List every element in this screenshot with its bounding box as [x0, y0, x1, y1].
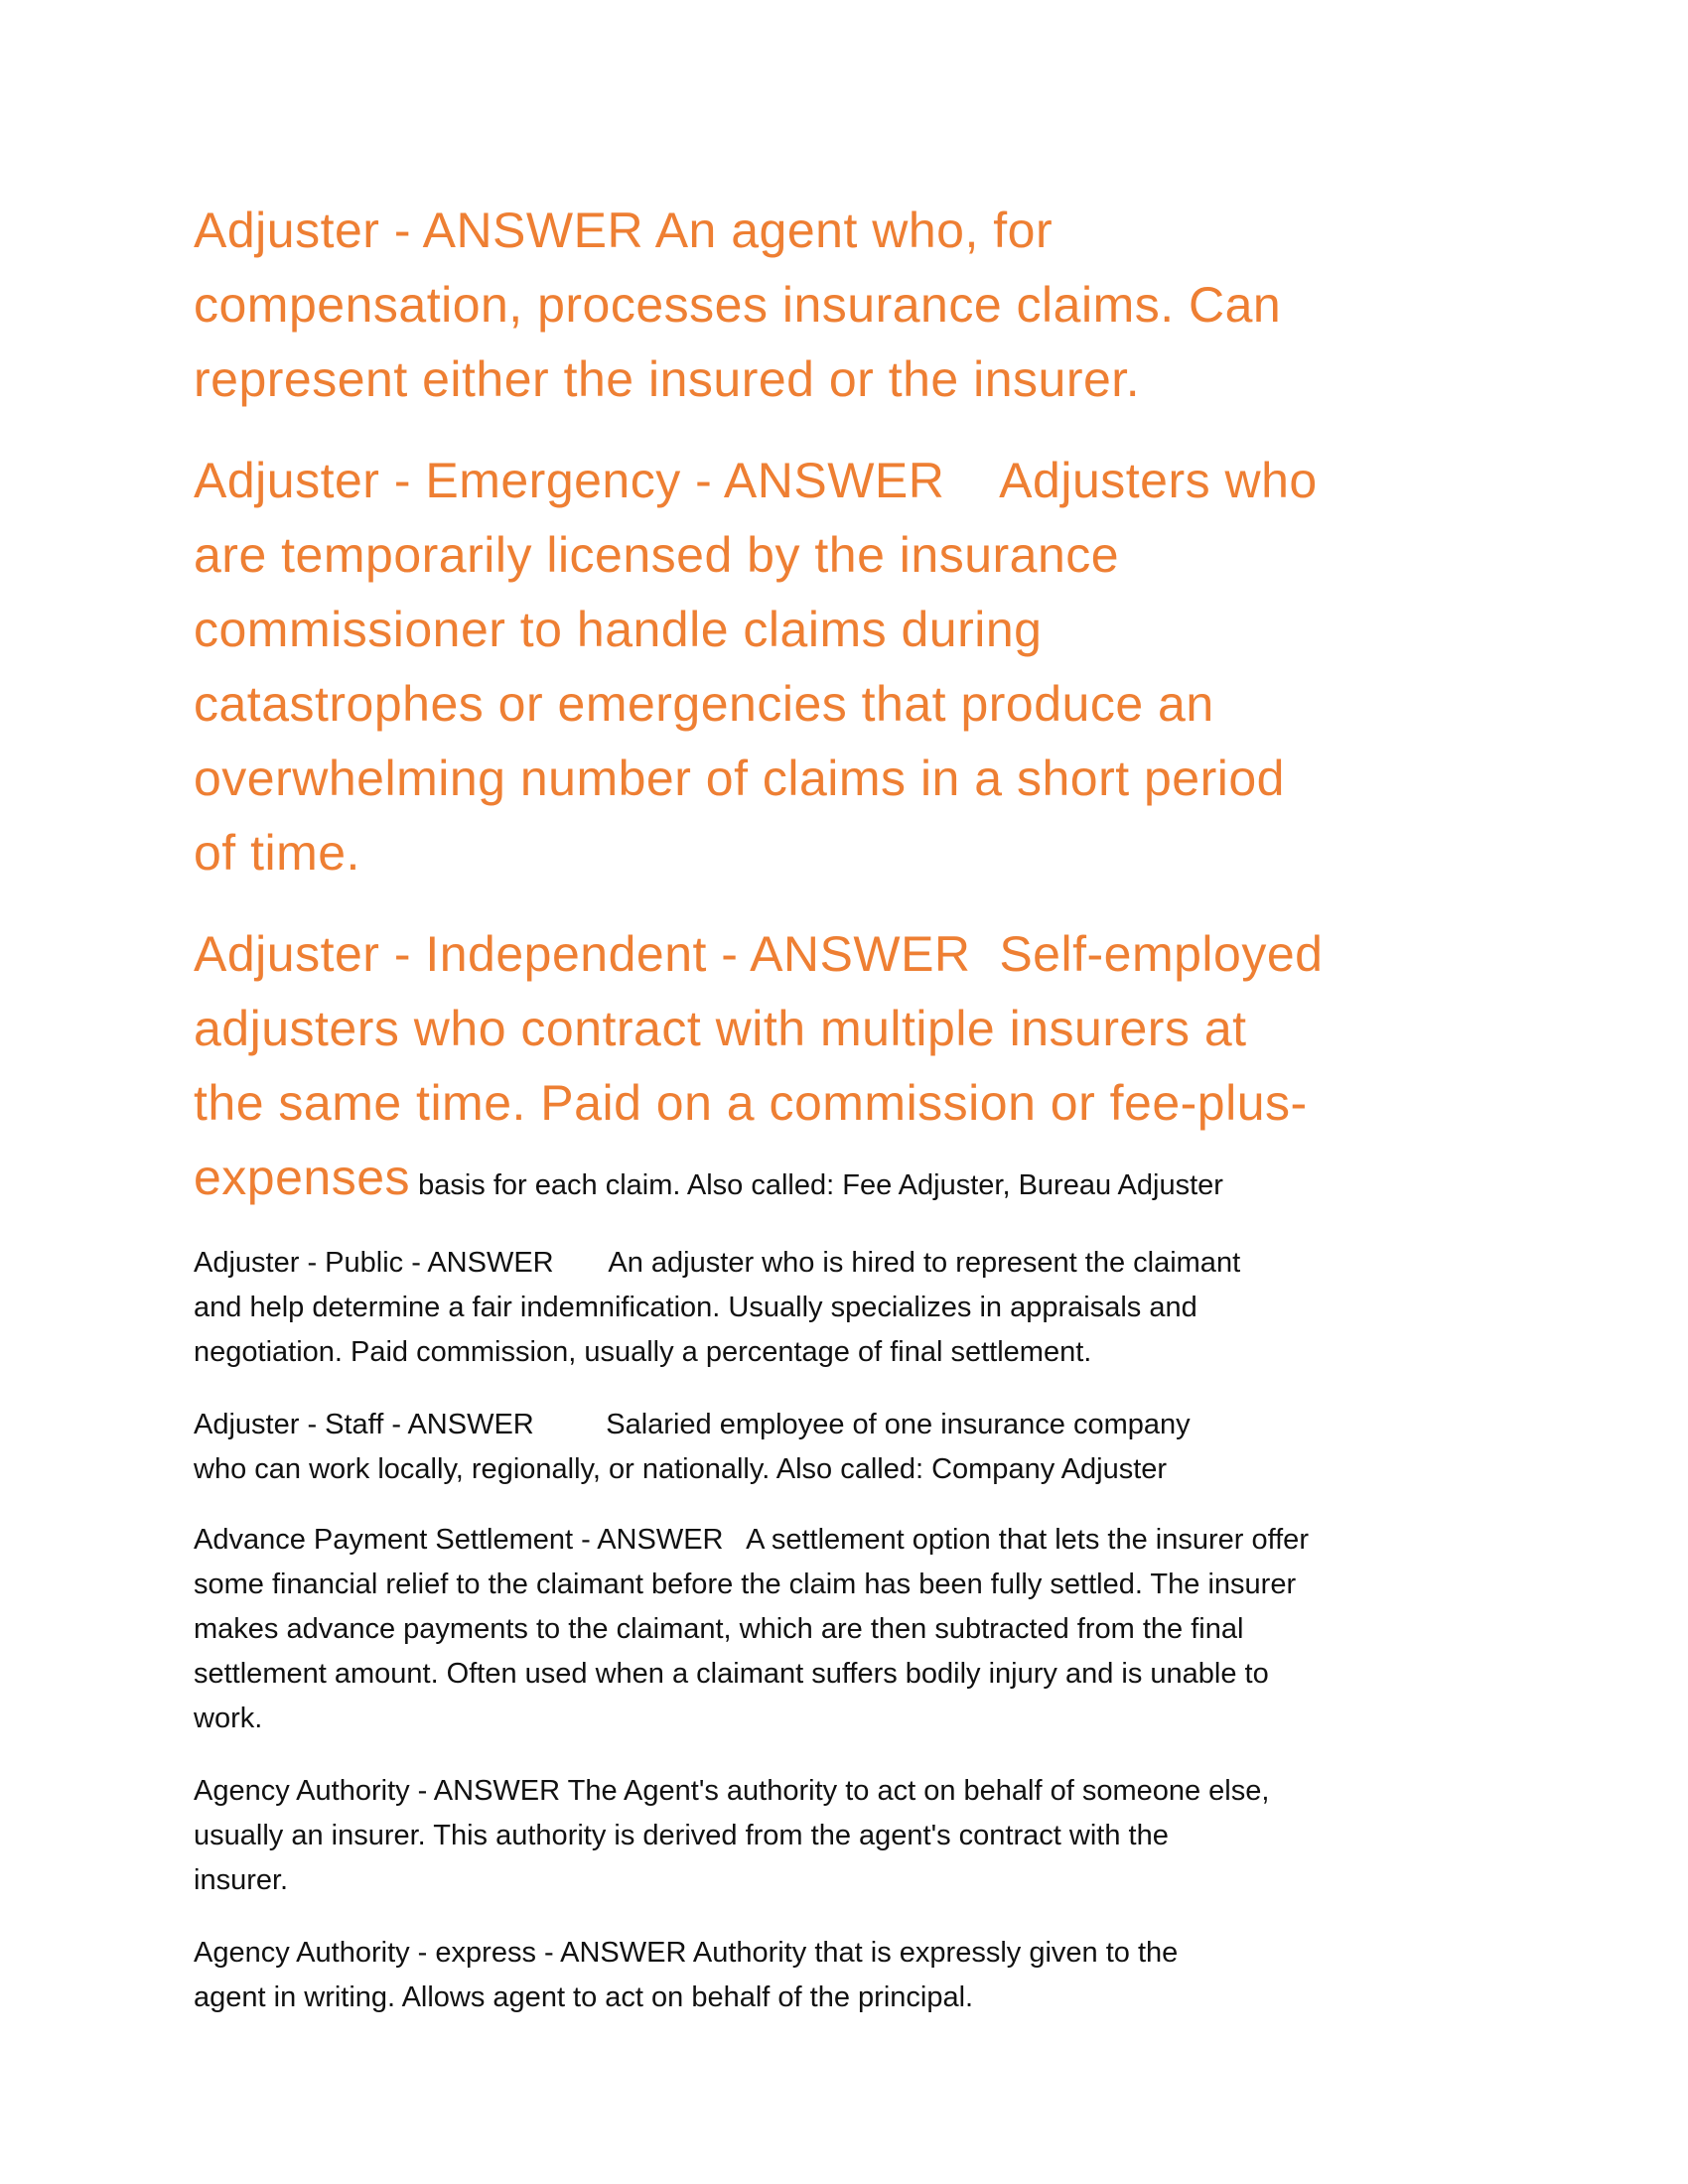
entry-line: insurer.	[194, 1864, 289, 1896]
entry-line: work.	[194, 1703, 263, 1734]
entry-adjuster-staff	[194, 1403, 1191, 1492]
entry-line: agent in writing. Allows agent to act on behalf of the principal.	[194, 1981, 974, 2013]
entry-line: the same time. Paid on a commission or fee-plus-	[194, 1075, 1308, 1131]
entry-agency-authority-express	[194, 1931, 1178, 2020]
entry-line: compensation, processes insurance claims. Can	[194, 277, 1282, 333]
entry-line: Adjuster - Emergency - ANSWER Adjusters who	[194, 453, 1318, 508]
entry-advance-payment-settlement	[194, 1518, 1309, 1741]
entry-line: overwhelming number of claims in a short period	[194, 751, 1285, 806]
entry-line: Adjuster - Staff - ANSWER Salaried employee of one insurance company	[194, 1409, 1191, 1440]
entry-line: are temporarily licensed by the insurance	[194, 527, 1120, 583]
entry-adjuster	[194, 194, 1281, 417]
entry-line: some financial relief to the claimant before the claim has been fully settled. The insurer	[194, 1569, 1297, 1600]
entry-line: Agency Authority - ANSWER The Agent's authority to act on behalf of someone else,	[194, 1775, 1270, 1807]
entry-line: negotiation. Paid commission, usually a percentage of final settlement.	[194, 1336, 1092, 1368]
entry-line: Agency Authority - express - ANSWER Authority that is expressly given to the	[194, 1937, 1179, 1969]
entry-line: who can work locally, regionally, or nationally. Also called: Company Adjuster	[194, 1453, 1168, 1485]
entry-line: and help determine a fair indemnification. Usually specializes in appraisals and	[194, 1292, 1197, 1323]
entry-agency-authority	[194, 1769, 1269, 1903]
entry-adjuster-public	[194, 1241, 1240, 1375]
entry-line: Adjuster - Public - ANSWER An adjuster who is hired to represent the claimant	[194, 1247, 1241, 1279]
entry-line: Adjuster - Independent - ANSWER Self-employed	[194, 926, 1324, 982]
entry-line: of time.	[194, 825, 360, 881]
entry-line: commissioner to handle claims during	[194, 602, 1043, 657]
entry-line: expenses	[194, 1150, 411, 1205]
entry-line: Adjuster - ANSWER An agent who, for	[194, 203, 1054, 258]
entry-line: catastrophes or emergencies that produce an	[194, 676, 1214, 732]
entry-adjuster-independent	[194, 917, 1323, 1223]
entry-tail: basis for each claim. Also called: Fee Adjuster, Bureau Adjuster	[410, 1169, 1223, 1201]
entry-line: settlement amount. Often used when a claimant suffers bodily injury and is unable to	[194, 1658, 1269, 1690]
entry-adjuster-emergency	[194, 444, 1318, 890]
entry-line: usually an insurer. This authority is derived from the agent's contract with the	[194, 1820, 1169, 1851]
entry-line: makes advance payments to the claimant, which are then subtracted from the final	[194, 1613, 1244, 1645]
entry-line: adjusters who contract with multiple insurers at	[194, 1001, 1247, 1056]
entry-line: represent either the insured or the insurer.	[194, 351, 1141, 407]
entry-line-mixed	[194, 1141, 1323, 1223]
entry-line: Advance Payment Settlement - ANSWER A settlement option that lets the insurer offer	[194, 1524, 1309, 1556]
